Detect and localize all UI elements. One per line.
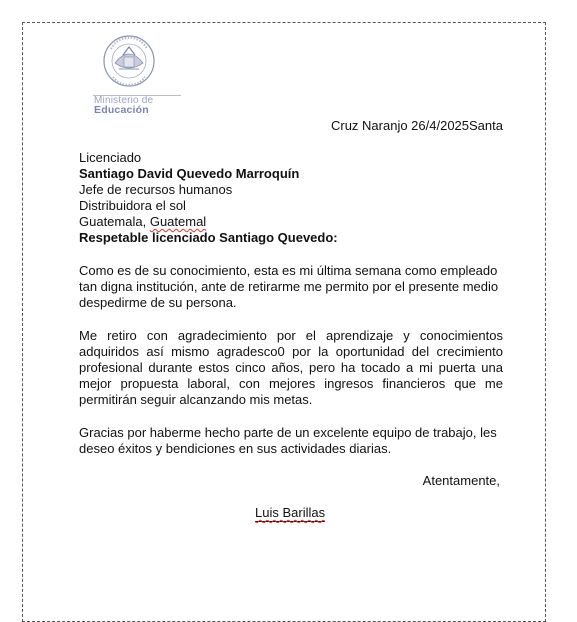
paragraph-3: Gracias por haberme hecho parte de un excelente equipo de trabajo, les deseo éxitos y bendiciones en sus actividades diarias. xyxy=(79,425,497,456)
date-line: Cruz Naranjo 26/4/2025Santa xyxy=(330,118,503,133)
ministry-logo xyxy=(91,33,191,117)
recipient-city: Guatemala, xyxy=(79,214,150,229)
signature-name: Luis Barillas xyxy=(255,505,326,520)
paragraph-2: Me retiro con agradecimiento por el aprendizaje y conocimientos adquiridos así mismo agradesco0 por la oportunidad del crecimiento profesional durante estos cinco años, pero ha tocado a mi puerta una mejor propuesta laboral, con mejores ingresos financieros que me permitirán seguir alcanzando mis metas. xyxy=(79,328,503,407)
recipient-position: Jefe de recursos humanos xyxy=(79,182,233,197)
document-page xyxy=(22,22,546,622)
recipient-country: Guatemal xyxy=(149,214,207,229)
signature-block xyxy=(255,505,325,521)
closing: Atentamente, xyxy=(422,473,500,488)
paragraph-1: Como es de su conocimiento, esta es mi última semana como empleado tan digna institución, ante de retirarme me permito por el presente medio despedirme de su persona. xyxy=(79,263,499,310)
ministry-name-line2: Educación xyxy=(94,104,149,116)
recipient-title: Licenciado xyxy=(79,150,142,165)
recipient-name: Santiago David Quevedo Marroquín xyxy=(79,166,300,181)
salutation: Respetable licenciado Santiago Quevedo: xyxy=(79,230,338,245)
recipient-location xyxy=(79,214,206,230)
national-seal-icon xyxy=(101,33,157,89)
recipient-company: Distribuidora el sol xyxy=(79,198,186,213)
ministry-name-line1: Ministerio de xyxy=(94,95,154,106)
